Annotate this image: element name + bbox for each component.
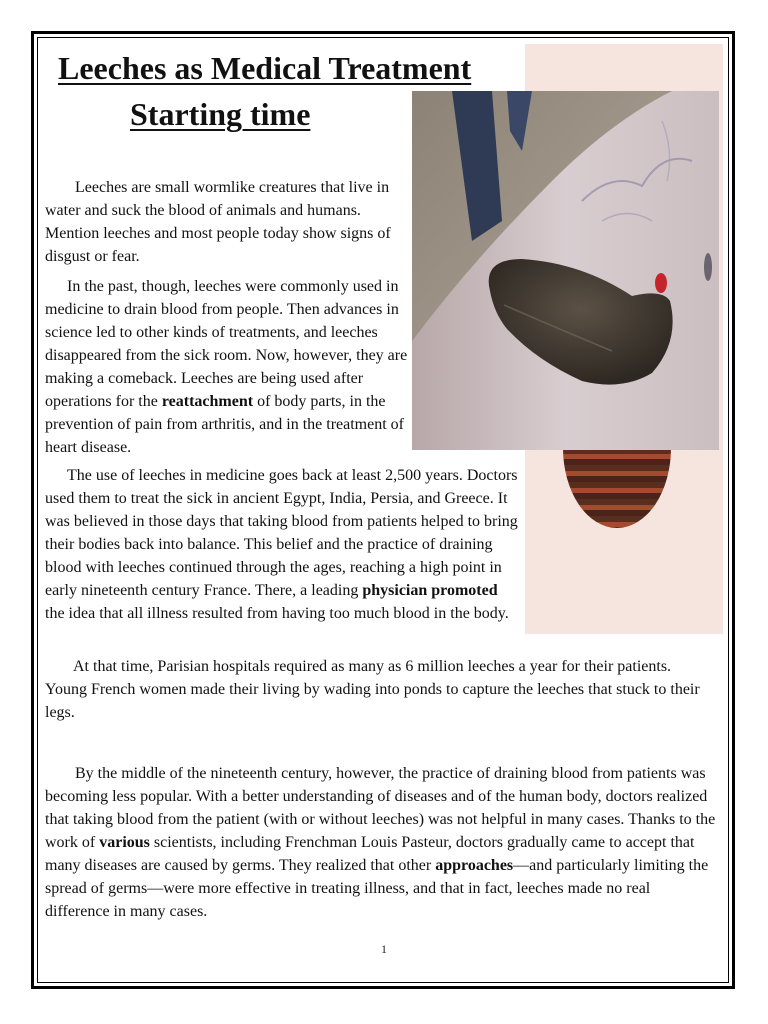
leech-on-skin-image xyxy=(412,91,719,450)
bold-term-reattachment: reattachment xyxy=(161,393,254,410)
paragraph-1: Leeches are small wormlike creatures that live in water and suck the blood of animals and humans. Mention leeches and most people today show signs of disgust or fear. xyxy=(45,179,391,265)
page-number: 1 xyxy=(381,942,387,956)
bold-term-approaches: approaches xyxy=(435,857,514,874)
leech-photo xyxy=(412,91,719,450)
document-subtitle: Starting time xyxy=(130,96,311,132)
bold-term-various: various xyxy=(99,834,150,851)
bold-term-physician-promoted: physician promoted xyxy=(362,582,498,599)
document-title: Leeches as Medical Treatment xyxy=(58,50,472,86)
paragraph-4: At that time, Parisian hospitals required as many as 6 million leeches a year for their patients. Young French women made their living by wading into ponds to capture the leeches that stuck to their legs. xyxy=(45,658,700,721)
paragraph-2: In the past, though, leeches were commonly used in medicine to drain blood from people. Then advances in science led to other kinds of treatments, and leeches disappeared from the sick room. Now, however, they are making a comeback. Leeches are being used after operations for the reattachment of body parts, in the prevention of pain from arthritis, and in the treatment of heart disease. xyxy=(45,278,408,456)
paragraph-5: By the middle of the nineteenth century, however, the practice of draining blood from patients was becoming less popular. With a better understanding of diseases and of the human body, doctors realized that taking blood from the patient (with or without leeches) was not helpful in many cases. Thanks to the work of various scientists, including Frenchman Louis Pasteur, doctors gradually came to accept that many diseases are caused by germs. They realized that other approaches—and particularly limiting the spread of germs—were more effective in treating illness, and that in fact, leeches made no real difference in many cases. xyxy=(45,765,716,920)
paragraph-3: The use of leeches in medicine goes back at least 2,500 years. Doctors used them to treat the sick in ancient Egypt, India, Persia, and Greece. It was believed in those days that taking blood from patients helped to bring their bodies back into balance. This belief and the practice of draining blood with leeches continued through the ages, reaching a high point in early nineteenth century France. There, a leading physician promoted the idea that all illness resulted from having too much blood in the body. xyxy=(45,467,518,622)
